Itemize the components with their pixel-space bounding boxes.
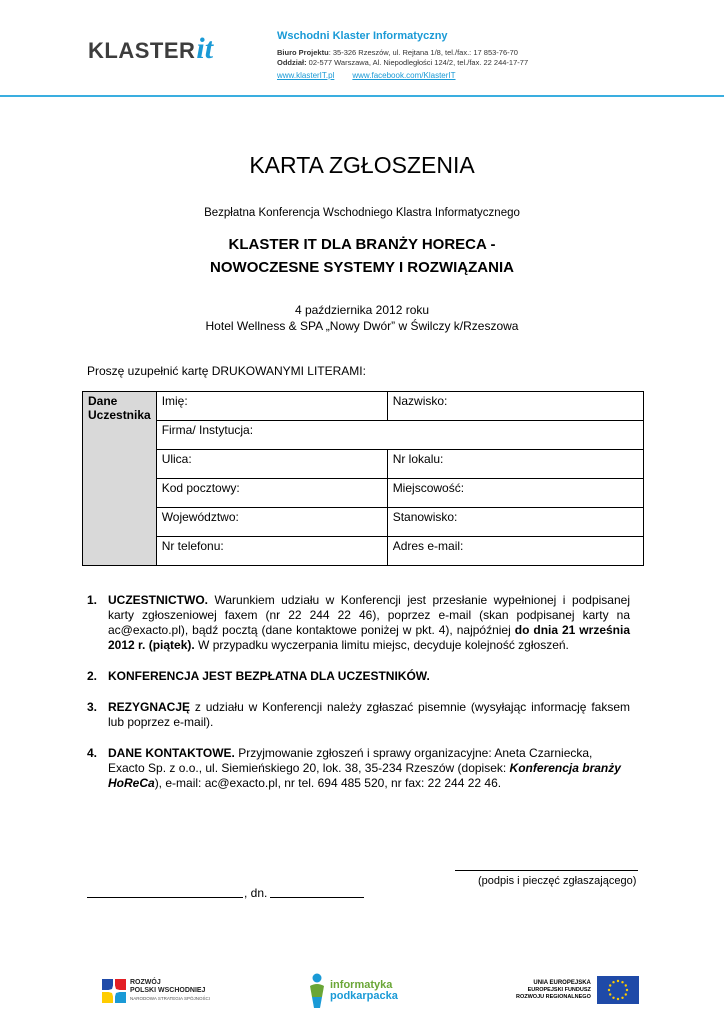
- rpw-text: [130, 979, 210, 1003]
- list-item: [87, 669, 630, 684]
- postal-code-field[interactable]: Kod pocztowy:: [156, 479, 387, 508]
- item-text: Warunkiem udziału w Konferencji jest przesłanie wypełnionej i podpisanej karty zgłoszeniowej faxem (nr 22 244 22 46), poprzez e-mail (skan podpisanej karty na ac@exacto.pl), bądź pocztą (dane kontaktowe poniżej w pkt. 4), najpóźniej: [108, 593, 630, 637]
- place-date-separator: , dn.: [244, 886, 268, 900]
- company-field[interactable]: Firma/ Instytucja:: [156, 421, 643, 450]
- office-address: [277, 48, 528, 58]
- date-line[interactable]: [270, 897, 364, 898]
- item-note: Konferencja branży HoReCa: [108, 761, 621, 790]
- document-title: KARTA ZGŁOSZENIA: [249, 152, 475, 178]
- list-item: [87, 593, 630, 653]
- office-label: Biuro Projektu: [277, 48, 329, 57]
- informatyka-podkarpacka-logo: [308, 972, 398, 1010]
- eu-star: [608, 989, 610, 991]
- list-item: [87, 746, 630, 791]
- eu-star: [612, 981, 614, 983]
- rpw-line2: POLSKI WSCHODNIEJ: [130, 987, 206, 994]
- person-figure-icon: [308, 973, 326, 1009]
- form-row: [83, 450, 644, 479]
- website-link[interactable]: www.klasterIT.pl: [277, 71, 335, 80]
- document-subtitle: Bezpłatna Konferencja Wschodniego Klastra Informatycznego: [204, 207, 520, 219]
- unit-number-field[interactable]: Nr lokalu:: [387, 450, 643, 479]
- rozwoj-polski-wschodniej-logo: [102, 976, 210, 1006]
- eu-star: [612, 997, 614, 999]
- org-name: Wschodni Klaster Informatyczny: [277, 30, 448, 42]
- rpw-line1: ROZWÓJ: [130, 979, 161, 986]
- participant-form: [82, 391, 644, 566]
- header-links: [277, 71, 528, 80]
- item-label: KONFERENCJA JEST BEZPŁATNA DLA UCZESTNIKÓW.: [108, 669, 430, 683]
- city-field[interactable]: Miejscowość:: [387, 479, 643, 508]
- item-text: z udziału w Konferencji należy zgłaszać pisemnie (wysyłając informację faksem lub poprzez e-mail).: [108, 700, 630, 729]
- branch-text: 02-577 Warszawa, Al. Niepodległości 124/2, tel./fax. 22 244-17-77: [306, 58, 529, 67]
- letterhead: [0, 0, 724, 98]
- eu-logo: [516, 976, 639, 1004]
- form-row: [83, 392, 644, 421]
- email-field[interactable]: Adres e-mail:: [387, 537, 643, 566]
- first-name-field[interactable]: Imię:: [156, 392, 387, 421]
- conference-date: 4 października 2012 roku: [294, 303, 430, 317]
- office-text: : 35-326 Rzeszów, ul. Rejtana 1/8, tel./fax.: 17 853-76-70: [328, 48, 518, 57]
- last-name-field[interactable]: Nazwisko:: [387, 392, 643, 421]
- eu-star: [626, 989, 628, 991]
- eu-star: [609, 984, 611, 986]
- item-number: 3.: [87, 700, 98, 714]
- header-divider: [0, 95, 724, 97]
- position-field[interactable]: Stanowisko:: [387, 508, 643, 537]
- street-field[interactable]: Ulica:: [156, 450, 387, 479]
- place-line[interactable]: [87, 897, 243, 898]
- eu-star: [624, 993, 626, 995]
- item-label: UCZESTNICTWO.: [108, 593, 208, 607]
- facebook-link[interactable]: www.facebook.com/KlasterIT: [352, 71, 456, 80]
- branch-label: Oddział:: [277, 58, 307, 67]
- list-item: [87, 700, 630, 730]
- item-number: 4.: [87, 746, 98, 760]
- signature-line[interactable]: [455, 870, 638, 871]
- rpw-line3: NARODOWA STRATEGIA SPÓJNOŚCI: [130, 996, 211, 1001]
- deadline-text: do dnia 21 września 2012 r. (piątek).: [108, 623, 630, 652]
- logo-klaster-text: KLASTER: [88, 38, 196, 63]
- item-label: DANE KONTAKTOWE.: [108, 746, 235, 760]
- letterhead-contact: [277, 30, 528, 80]
- rpw-emblem-icon: [102, 979, 126, 1003]
- form-row: [83, 508, 644, 537]
- conference-title-line1: KLASTER IT DLA BRANŻY HORECA -: [228, 236, 496, 253]
- ip-line1: informatyka: [330, 979, 393, 991]
- eu-star: [617, 980, 619, 982]
- item-text: W przypadku wyczerpania limitu miejsc, decyduje kolejność zgłoszeń.: [194, 638, 569, 652]
- branch-address: [277, 58, 528, 68]
- item-label: REZYGNACJĘ: [108, 700, 191, 714]
- eu-star: [621, 997, 623, 999]
- conference-title-line2: NOWOCZESNE SYSTEMY I ROZWIĄZANIA: [210, 259, 514, 276]
- eu-line2: EUROPEJSKI FUNDUSZ: [527, 986, 591, 993]
- eu-star: [609, 993, 611, 995]
- eu-star: [617, 998, 619, 1000]
- eu-line1: UNIA EUROPEJSKA: [533, 979, 591, 986]
- klaster-it-logo: [88, 32, 214, 68]
- eu-flag-icon: [597, 976, 639, 1004]
- voivodeship-field[interactable]: Województwo:: [156, 508, 387, 537]
- terms-list: [87, 593, 630, 807]
- fill-instruction: Proszę uzupełnić kartę DRUKOWANYMI LITERAMI:: [87, 364, 366, 378]
- item-number: 1.: [87, 593, 98, 607]
- item-text: ), e-mail: ac@exacto.pl, nr tel. 694 485 520, nr fax: 22 244 22 46.: [154, 776, 502, 790]
- eu-line3: ROZWOJU REGIONALNEGO: [516, 993, 591, 1000]
- ip-text: [330, 980, 398, 1002]
- item-number: 2.: [87, 669, 98, 683]
- signature-label: (podpis i pieczęć zgłaszającego): [478, 875, 637, 887]
- conference-venue: Hotel Wellness & SPA „Nowy Dwór” w Świlczy k/Rzeszowa: [205, 319, 519, 333]
- eu-text: [516, 980, 591, 1001]
- participant-section-label: Dane Uczestnika: [83, 392, 157, 566]
- item-text: Przyjmowanie zgłoszeń i sprawy organizacyjne: Aneta Czarniecka, Exacto Sp. z o.o., ul. Siemieńskiego 20, lok. 38, 35-234 Rzeszów (dopisek:: [108, 746, 593, 775]
- eu-star: [621, 981, 623, 983]
- form-row: [83, 537, 644, 566]
- form-row: [83, 421, 644, 450]
- form-row: [83, 479, 644, 508]
- phone-field[interactable]: Nr telefonu:: [156, 537, 387, 566]
- ip-line2: podkarpacka: [330, 990, 398, 1002]
- eu-star: [624, 984, 626, 986]
- logo-it-text: it: [196, 32, 214, 65]
